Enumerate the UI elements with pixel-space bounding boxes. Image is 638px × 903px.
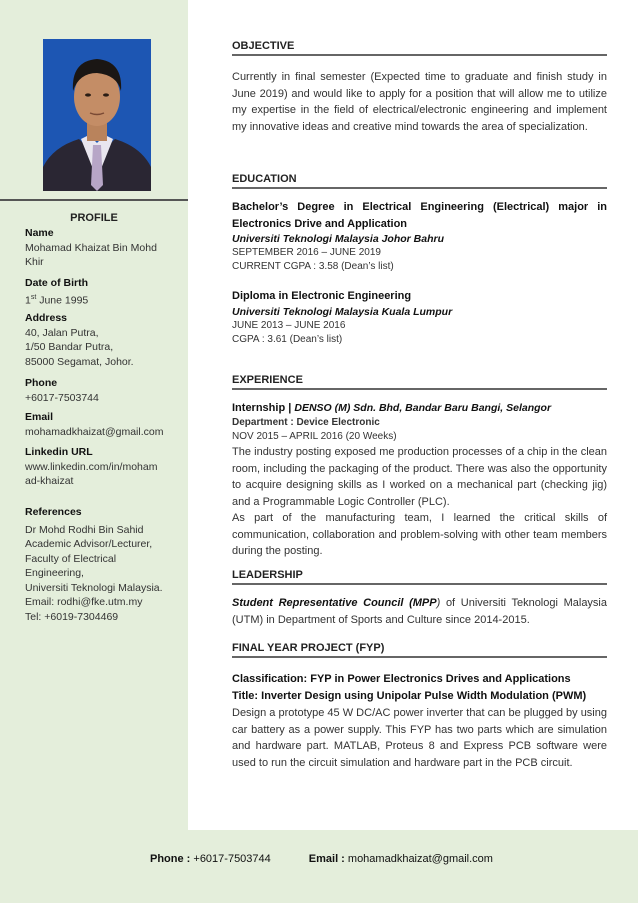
linkedin-url[interactable]: www.linkedin.com/in/moham ad-khaizat bbox=[25, 460, 158, 487]
dob-rest: June 1995 bbox=[36, 294, 89, 306]
references-text: Dr Mohd Rodhi Bin Sahid Academic Advisor/Lecturer, Faculty of Electrical Engineering, Universiti Teknologi Malaysia. Email: rodhi@fke.utm.my Tel: +6019-7304469 bbox=[25, 523, 163, 623]
dob-suffix: st bbox=[30, 293, 37, 301]
dob-value bbox=[25, 291, 177, 308]
company: DENSO (M) Sdn. Bhd, Bandar Baru Bangi, Selangor bbox=[294, 402, 552, 414]
department: Department : Device Electronic bbox=[232, 417, 380, 428]
grade: CURRENT CGPA : 3.58 (Dean’s list) bbox=[232, 261, 394, 272]
linkedin-label: Linkedin URL bbox=[25, 446, 93, 458]
leadership-org: Student Representative Council (MPP bbox=[232, 597, 437, 609]
education-title: EDUCATION bbox=[232, 173, 607, 189]
address-label: Address bbox=[25, 312, 68, 324]
experience-heading bbox=[232, 400, 607, 416]
profile-phone-block bbox=[25, 376, 177, 405]
profile-email-block bbox=[25, 410, 177, 439]
portrait-image bbox=[43, 39, 151, 191]
education-item bbox=[232, 288, 607, 347]
email-label: Email bbox=[25, 411, 54, 423]
dob-label: Date of Birth bbox=[25, 277, 88, 289]
phone-label: Phone bbox=[25, 377, 58, 389]
profile-name-block bbox=[25, 226, 177, 270]
school: Universiti Teknologi Malaysia Johor Bahru bbox=[232, 233, 444, 245]
leadership-title: LEADERSHIP bbox=[232, 569, 607, 585]
experience-para-1: The industry posting exposed me production processes of a chip in the clean room, including the packaging of the product. There was also the opportunity to acquire designing skills as I worked on a mechanical part (checking jig) and a Programmable Logic Controller (PLC). bbox=[232, 446, 607, 508]
degree: Bachelor’s Degree in Electrical Engineering (Electrical) major in Electronics Drive and Application bbox=[232, 201, 607, 230]
address-value: 40, Jalan Putra, 1/50 Bandar Putra, 85000 Segamat, Johor. bbox=[25, 326, 134, 368]
dob-day: 1 bbox=[25, 294, 31, 306]
name-value: Mohamad Khaizat Bin Mohd Khir bbox=[25, 241, 157, 268]
fyp-classification: Classification: FYP in Power Electronics Drives and Applications bbox=[232, 673, 571, 685]
footer-phone-label: Phone : bbox=[150, 853, 194, 865]
profile-dob-block bbox=[25, 276, 177, 308]
objective-text: Currently in final semester (Expected time to graduate and finish study in June 2019) and would like to apply for a position that will allow me to utilize my expertise in the field of electrical/electronic engineering and implement my innovative ideas and creative mind towards the area of specialization. bbox=[232, 71, 607, 133]
objective-title: OBJECTIVE bbox=[232, 40, 607, 56]
profile-address-block bbox=[25, 311, 177, 369]
fyp-entry bbox=[232, 671, 607, 771]
profile-heading: PROFILE bbox=[70, 212, 118, 224]
footer-email[interactable]: mohamadkhaizat@gmail.com bbox=[347, 853, 493, 865]
leadership-desc: of Universiti Teknologi Malaysia (UTM) in Department of Sports and Culture since 2014-2015. bbox=[232, 597, 607, 626]
dates: JUNE 2013 – JUNE 2016 bbox=[232, 319, 346, 331]
profile-photo bbox=[43, 39, 151, 191]
experience-dates: NOV 2015 – APRIL 2016 (20 Weeks) bbox=[232, 431, 397, 442]
fyp-project-title: Title: Inverter Design using Unipolar Pulse Width Modulation (PWM) bbox=[232, 690, 587, 702]
profile-linkedin-block bbox=[25, 445, 177, 489]
leadership-text bbox=[232, 595, 607, 628]
role: Internship | bbox=[232, 402, 295, 414]
grade: CGPA : 3.61 (Dean’s list) bbox=[232, 333, 343, 345]
dates: SEPTEMBER 2016 – JUNE 2019 bbox=[232, 247, 381, 258]
footer-phone: +6017-7503744 bbox=[193, 853, 271, 865]
references-heading: References bbox=[25, 506, 82, 518]
school: Universiti Teknologi Malaysia Kuala Lumpur bbox=[232, 305, 453, 318]
phone-value: +6017-7503744 bbox=[25, 391, 99, 404]
experience-para-2: As part of the manufacturing team, I learned the critical skills of communication, collaboration and problem-solving with other team members during the posting. bbox=[232, 512, 607, 557]
footer-contact bbox=[150, 853, 493, 865]
footer-email-label: Email : bbox=[308, 853, 348, 865]
footer bbox=[0, 830, 638, 903]
sidebar-divider bbox=[0, 199, 188, 201]
references-block bbox=[25, 505, 177, 624]
fyp-text: Design a prototype 45 W DC/AC power inverter that can be plugged by using car battery as a power supply. This FYP has two parts which are simulation and hardware part. MATLAB, Proteus 8 and Express PCB software were used to run the circuit simulation and hardware part in the PCB circuit. bbox=[232, 707, 607, 769]
email-value[interactable]: mohamadkhaizat@gmail.com bbox=[25, 425, 164, 438]
name-label: Name bbox=[25, 227, 54, 239]
experience-entry bbox=[232, 400, 607, 560]
degree: Diploma in Electronic Engineering bbox=[232, 290, 412, 302]
experience-title: EXPERIENCE bbox=[232, 374, 607, 390]
education-item bbox=[232, 199, 607, 274]
fyp-title: FINAL YEAR PROJECT (FYP) bbox=[232, 642, 607, 658]
leadership-org-close: ) bbox=[436, 597, 441, 609]
